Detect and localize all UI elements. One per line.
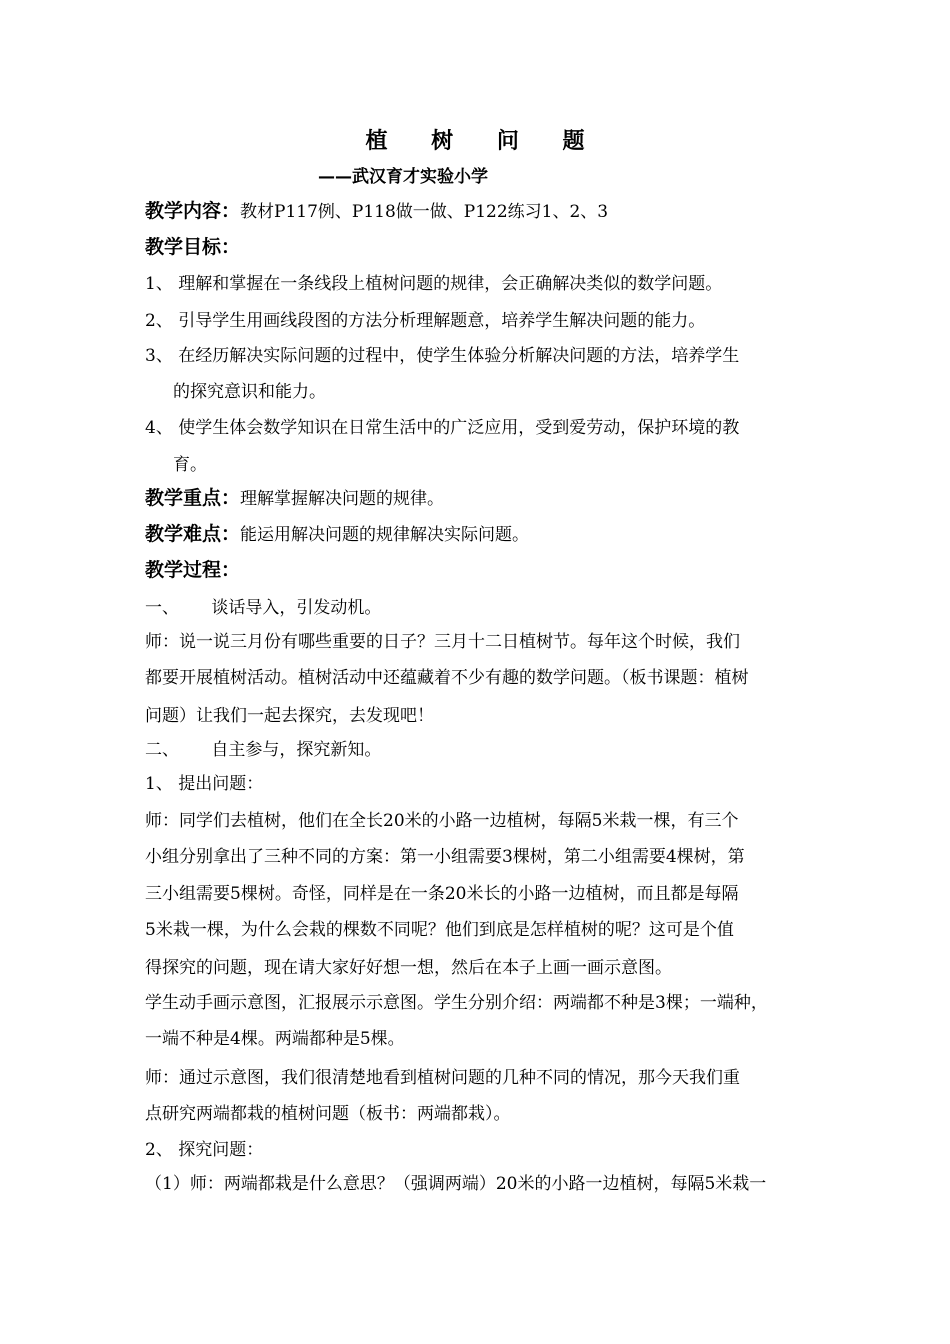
goal-item: 1、 理解和掌握在一条线段上植树问题的规律，会正确解决类似的数学问题。 [145,274,723,294]
title-char: 问 [496,129,519,154]
teaching-goals-heading: 教学目标： [145,236,241,258]
paragraph-line: 小组分别拿出了三种不同的方案：第一小组需要3棵树，第二小组需要4棵树，第 [145,847,745,867]
title-char: 树 [431,129,454,154]
document-title [0,124,950,155]
teaching-difficulty [145,523,529,546]
subsection-heading: 1、 提出问题： [145,774,264,794]
teaching-focus-text: 理解掌握解决问题的规律。 [240,489,445,509]
teaching-focus [145,487,444,510]
teaching-content [145,200,608,223]
paragraph-line: 点研究两端都栽的植树问题（板书：两端都栽）。 [145,1104,511,1124]
paragraph-line: 三小组需要5棵树。奇怪，同样是在一条20米长的小路一边植树，而且都是每隔 [145,884,739,904]
paragraph-line: 都要开展植树活动。植树活动中还蕴藏着不少有趣的数学问题。（板书课题：植树 [145,668,749,688]
goal-item: 3、 在经历解决实际问题的过程中，使学生体验分析解决问题的方法，培养学生 [145,346,740,366]
teaching-content-text: 教材P117例、P118做一做、P122练习1、2、3 [240,202,609,222]
title-char: 题 [562,129,585,154]
teaching-content-label: 教学内容： [145,200,241,222]
goal-item-continued: 的探究意识和能力。 [173,382,326,402]
paragraph-line: 师：通过示意图，我们很清楚地看到植树问题的几种不同的情况，那今天我们重 [145,1068,740,1088]
section-heading: 一、 谈话导入，引发动机。 [145,598,382,618]
document-subtitle: ——武汉育才实验小学 [318,167,488,187]
teaching-focus-label: 教学重点： [145,487,241,509]
paragraph-line: 得探究的问题，现在请大家好好想一想，然后在本子上画一画示意图。 [145,958,672,978]
paragraph-line: 师：同学们去植树，他们在全长20米的小路一边植树，每隔5米栽一棵，有三个 [145,811,739,831]
paragraph-line: 5米栽一棵，为什么会栽的棵数不同呢？他们到底是怎样植树的呢？这可是个值 [145,920,734,940]
goal-item-continued: 育。 [173,455,207,475]
title-char: 植 [365,129,388,154]
teaching-process-heading: 教学过程： [145,559,241,581]
subsection-heading: 2、 探究问题： [145,1140,264,1160]
paragraph-line: （1）师：两端都栽是什么意思？（强调两端）20米的小路一边植树，每隔5米栽一 [145,1174,767,1194]
goal-item: 4、 使学生体会数学知识在日常生活中的广泛应用，受到爱劳动，保护环境的教 [145,418,740,438]
teaching-difficulty-label: 教学难点： [145,523,241,545]
paragraph-line: 一端不种是4棵。两端都种是5棵。 [145,1029,405,1049]
paragraph-line: 师：说一说三月份有哪些重要的日子？三月十二日植树节。每年这个时候，我们 [145,632,740,652]
teaching-difficulty-text: 能运用解决问题的规律解决实际问题。 [240,525,530,545]
paragraph-line: 学生动手画示意图，汇报展示示意图。学生分别介绍：两端都不种是3棵；一端种， [145,993,768,1013]
paragraph-line: 问题）让我们一起去探究，去发现吧！ [145,706,434,726]
section-heading: 二、 自主参与，探究新知。 [145,740,382,760]
goal-item: 2、 引导学生用画线段图的方法分析理解题意，培养学生解决问题的能力。 [145,311,706,331]
